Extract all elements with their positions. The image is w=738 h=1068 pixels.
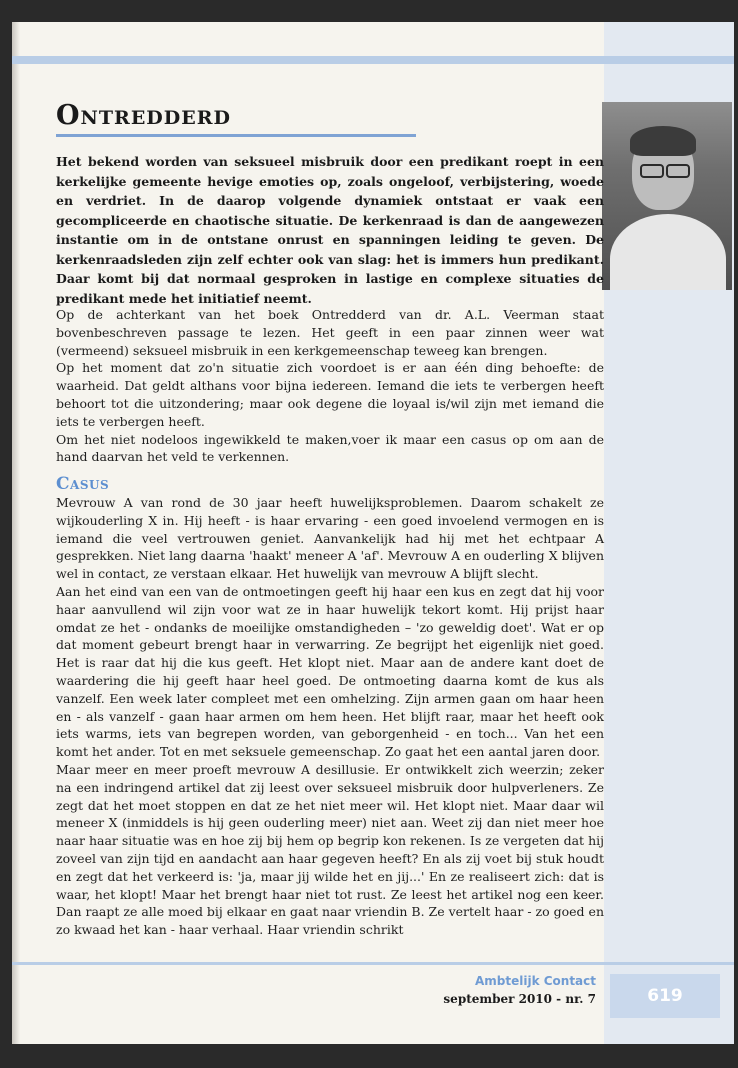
photo-glasses-right — [666, 164, 690, 178]
bottom-blue-rule — [12, 962, 734, 965]
body-paragraph: Op de achterkant van het boek Ontredderd van dr. A.L. Veerman staat bovenbeschreven passage te lezen. Het geeft in een paar zinnen weer wat (vermeend) seksueel misbruik in een kerkgemeenschap teweeg kan brengen. — [56, 307, 604, 358]
body-paragraph: Op het moment dat zo'n situatie zich voordoet is er aan één ding behoefte: de waarheid. Dat geldt althans voor bijna iedereen. Iemand die iets te verbergen heeft behoort tot die uitzondering; maar ook degene die loyaal is/wil zijn met iemand die iets te verbergen heeft. — [56, 360, 604, 429]
author-photo — [602, 102, 732, 290]
case-paragraph: Aan het eind van een van de ontmoetingen geeft hij haar een kus en zegt dat hij voor haar aanvullend wil zijn voor wat ze in haar huwelijk tekort komt. Hij prijst haar omdat ze het - ondanks de moeilijke omstandigheden – 'zo geweldig doet'. Wat er op dat moment gebeurt brengt haar in verwarring. Ze begrijpt het eigenlijk niet goed. Het is raar dat hij die kus geeft. Het klopt niet. Maar aan de andere kant doet de waardering die hij geeft haar heel goed. De ontmoeting daarna komt de kus als vanzelf. Een week later compleet met een omhelzing. Zijn armen gaan om haar heen en - als vanzelf - gaan haar armen om hem heen. Het blijft raar, maar het heeft ook iets warms, iets van begrepen worden, van geborgenheid - en toch... Van het een komt het ander. Tot en met seksuele gemeenschap. Zo gaat het een aantal jaren door. — [56, 583, 604, 760]
footer-magazine-name: Ambtelijk Contact — [474, 974, 596, 988]
body-paragraph: Om het niet nodeloos ingewikkeld te maken,voer ik maar een casus op om aan de hand daarvan het veld te verkennen. — [56, 431, 604, 465]
page-gutter-shadow — [12, 22, 20, 1044]
page-number: 619 — [610, 974, 720, 1018]
photo-shirt — [610, 214, 726, 290]
article-title: Ontredderd — [56, 100, 231, 131]
photo-hair — [630, 126, 696, 156]
title-underline — [56, 134, 416, 137]
section-heading-casus: Casus — [56, 474, 110, 495]
photo-glasses-left — [640, 164, 664, 178]
magazine-page — [12, 22, 734, 1044]
article-body — [56, 306, 604, 939]
top-blue-rule — [12, 56, 734, 64]
article-intro: Het bekend worden van seksueel misbruik door een predikant roept in een kerkelijke gemeente hevige emoties op, zoals ongeloof, verbijstering, woede en verdriet. In de daarop volgende dynamiek ontstaat er vaak een gecompliceerde en chaotische situatie. De kerkenraad is dan de aangewezen instantie om in de ontstane onrust en spanningen leiding te geven. De kerkenraadsleden zijn zelf echter ook van slag: het is immers hun predikant. Daar komt bij dat normaal gesproken in lastige en complexe situaties de predikant mede het initiatief neemt. — [56, 154, 604, 306]
case-paragraph: Mevrouw A van rond de 30 jaar heeft huwelijksproblemen. Daarom schakelt ze wijkouderling X in. Hij heeft - is haar ervaring - een goed invoelend vermogen en is iemand die veel vertrouwen geniet. Aanvankelijk had hij met het echtpaar A gesprekken. Niet lang daarna 'haakt' meneer A 'af'. Mevrouw A en ouderling X blijven wel in contact, ze verstaan elkaar. Het huwelijk van mevrouw A blijft slecht. — [56, 494, 604, 582]
footer-issue: september 2010 - nr. 7 — [443, 992, 596, 1006]
case-paragraph: Maar meer en meer proeft mevrouw A desillusie. Er ontwikkelt zich weerzin; zeker na een indringend artikel dat zij leest over seksueel misbruik door hulpverleners. Ze zegt dat het moet stoppen en dat ze het niet meer wil. Het klopt niet. Maar daar wil meneer X (inmiddels is hij geen ouderling meer) niet aan. Weet zij dan niet meer hoe naar haar situatie was en hoe zij bij hem op begrip kon rekenen. Is ze vergeten dat hij zoveel van zijn tijd en aandacht aan haar gegeven heeft? En als zij voet bij stuk houdt en zegt dat het verkeerd is: 'ja, maar jij wilde het en jij...' En ze realiseert zich: dat is waar, het klopt! Maar het brengt haar niet tot rust. Ze leest het artikel nog een keer. Dan raapt ze alle moed bij elkaar en gaat naar vriendin B. Ze vertelt haar - zo goed en zo kwaad het kan - haar verhaal. Haar vriendin schrikt — [56, 761, 604, 938]
